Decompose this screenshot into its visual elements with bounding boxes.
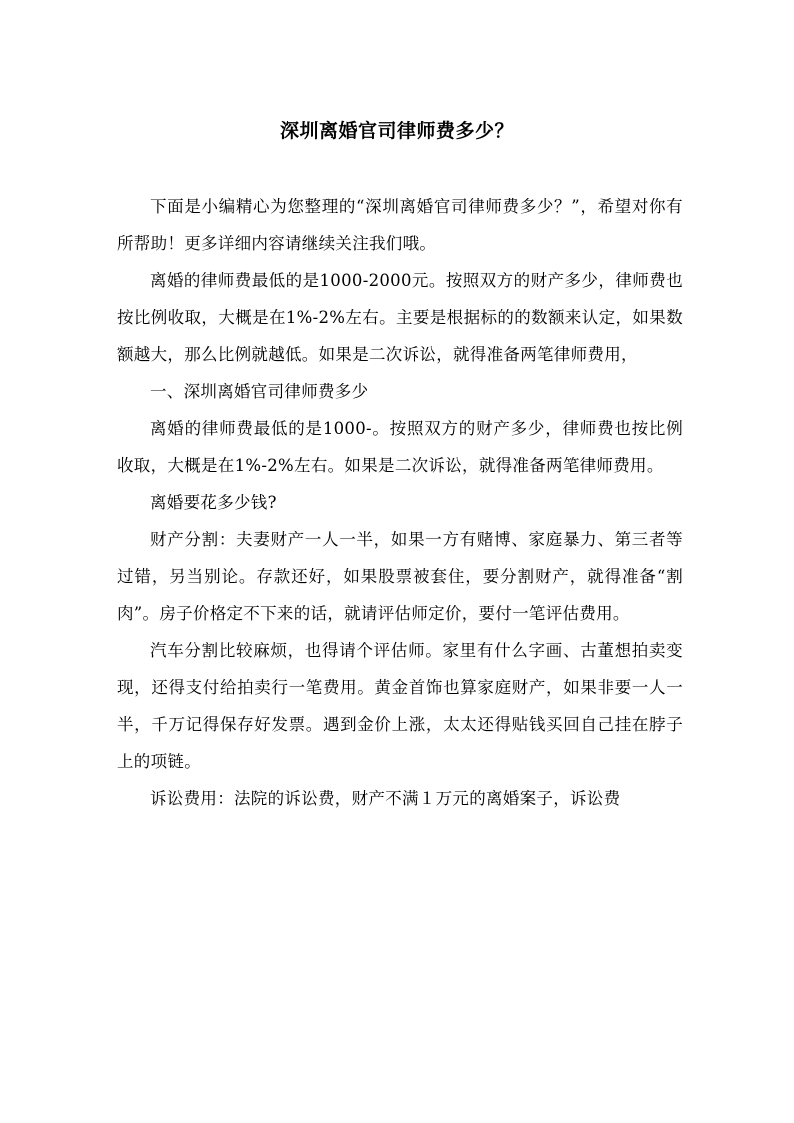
document-body (117, 188, 683, 817)
section-heading: 一、深圳离婚官司律师费多少 (150, 382, 369, 401)
document-title: 深圳离婚官司律师费多少？ (279, 119, 514, 142)
fee-detail-paragraph: 离婚的律师费最低的是1000-。按照双方的财产多少，律师费也按比例收取，大概是在1%-2%左右。如果是二次诉讼，就得准备两笔律师费用。 (117, 419, 683, 475)
cost-question: 离婚要花多少钱? (150, 493, 277, 512)
litigation-cost-paragraph: 诉讼费用：法院的诉讼费，财产不满１万元的离婚案子，诉讼费 (150, 789, 621, 808)
fee-overview-paragraph: 离婚的律师费最低的是1000-2000元。按照双方的财产多少，律师费也按比例收取，大概是在1%-2%左右。主要是根据标的的数额来认定，如果数额越大，那么比例就越低。如果是二次诉讼，就得准备两笔律师费用， (117, 271, 683, 364)
car-division-paragraph: 汽车分割比较麻烦，也得请个评估师。家里有什么字画、古董想拍卖变现，还得支付给拍卖行一笔费用。黄金首饰也算家庭财产，如果非要一人一半，千万记得保存好发票。遇到金价上涨，太太还得贴钱买回自己挂在脖子上的项链。 (117, 641, 683, 771)
intro-paragraph: 下面是小编精心为您整理的“深圳离婚官司律师费多少？”，希望对你有所帮助！更多详细内容请继续关注我们哦。 (117, 197, 683, 253)
property-division-paragraph: 财产分割：夫妻财产一人一半，如果一方有赌博、家庭暴力、第三者等过错，另当别论。存款还好，如果股票被套住，要分割财产，就得准备“割肉”。房子价格定不下来的话，就请评估师定价，要付一笔评估费用。 (117, 530, 683, 623)
